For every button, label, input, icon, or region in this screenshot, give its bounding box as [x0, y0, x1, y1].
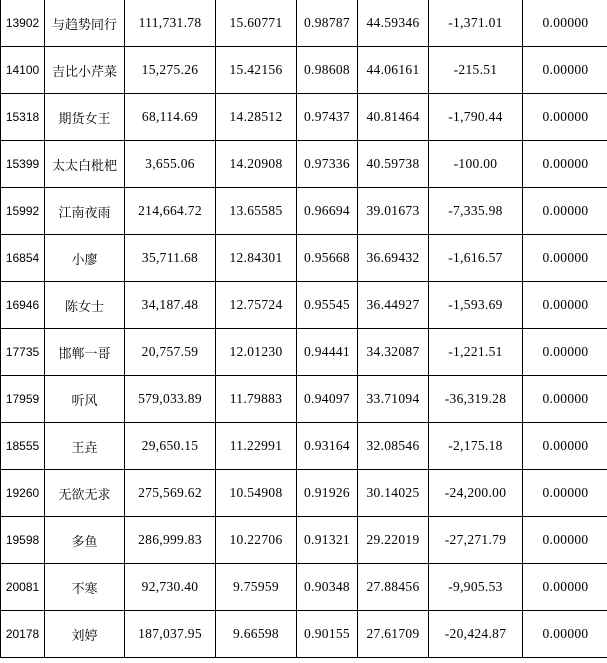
- cell-id: 15399: [1, 141, 45, 188]
- cell-id: 18555: [1, 423, 45, 470]
- cell-v1: 13.65585: [216, 188, 297, 235]
- cell-v4: -1,221.51: [429, 329, 523, 376]
- cell-v1: 12.84301: [216, 235, 297, 282]
- table-row: [1, 611, 607, 658]
- cell-amount: 214,664.72: [125, 188, 216, 235]
- cell-v5: 0.00000: [523, 188, 607, 235]
- cell-id: 19598: [1, 517, 45, 564]
- cell-v4: -215.51: [429, 47, 523, 94]
- cell-amount: 15,275.26: [125, 47, 216, 94]
- cell-amount: 111,731.78: [125, 0, 216, 47]
- cell-v1: 11.79883: [216, 376, 297, 423]
- cell-v5: 0.00000: [523, 376, 607, 423]
- cell-name: 刘婷: [45, 611, 125, 658]
- cell-v2: 0.90155: [297, 611, 358, 658]
- cell-amount: 187,037.95: [125, 611, 216, 658]
- cell-v5: 0.00000: [523, 141, 607, 188]
- cell-v3: 44.59346: [358, 0, 429, 47]
- cell-amount: 92,730.40: [125, 564, 216, 611]
- cell-v3: 33.71094: [358, 376, 429, 423]
- cell-v5: 0.00000: [523, 282, 607, 329]
- table-row: [1, 376, 607, 423]
- cell-v2: 0.93164: [297, 423, 358, 470]
- cell-amount: 3,655.06: [125, 141, 216, 188]
- cell-name: 多鱼: [45, 517, 125, 564]
- table-row: [1, 47, 607, 94]
- cell-name: 小廖: [45, 235, 125, 282]
- cell-v3: 29.22019: [358, 517, 429, 564]
- cell-amount: 34,187.48: [125, 282, 216, 329]
- cell-v5: 0.00000: [523, 564, 607, 611]
- cell-name: 无欲无求: [45, 470, 125, 517]
- cell-id: 20081: [1, 564, 45, 611]
- table-row: [1, 564, 607, 611]
- cell-id: 15992: [1, 188, 45, 235]
- cell-v5: 0.00000: [523, 329, 607, 376]
- cell-v3: 40.59738: [358, 141, 429, 188]
- cell-name: 期货女王: [45, 94, 125, 141]
- cell-id: 14100: [1, 47, 45, 94]
- cell-v2: 0.98787: [297, 0, 358, 47]
- cell-id: 16946: [1, 282, 45, 329]
- cell-v2: 0.97437: [297, 94, 358, 141]
- cell-v2: 0.94097: [297, 376, 358, 423]
- cell-name: 邯郸一哥: [45, 329, 125, 376]
- cell-v3: 27.61709: [358, 611, 429, 658]
- table-row: [1, 423, 607, 470]
- cell-v4: -100.00: [429, 141, 523, 188]
- cell-v1: 14.20908: [216, 141, 297, 188]
- cell-name: 听风: [45, 376, 125, 423]
- cell-v2: 0.90348: [297, 564, 358, 611]
- cell-v2: 0.98608: [297, 47, 358, 94]
- cell-v3: 44.06161: [358, 47, 429, 94]
- cell-v1: 12.75724: [216, 282, 297, 329]
- cell-id: 19260: [1, 470, 45, 517]
- cell-v5: 0.00000: [523, 0, 607, 47]
- cell-id: 17735: [1, 329, 45, 376]
- table-row: [1, 141, 607, 188]
- cell-v2: 0.91926: [297, 470, 358, 517]
- cell-v4: -24,200.00: [429, 470, 523, 517]
- table-row: [1, 329, 607, 376]
- cell-v1: 10.22706: [216, 517, 297, 564]
- cell-name: 不寒: [45, 564, 125, 611]
- cell-amount: 579,033.89: [125, 376, 216, 423]
- cell-v3: 30.14025: [358, 470, 429, 517]
- cell-id: 17959: [1, 376, 45, 423]
- cell-v4: -20,424.87: [429, 611, 523, 658]
- cell-v3: 34.32087: [358, 329, 429, 376]
- cell-name: 江南夜雨: [45, 188, 125, 235]
- cell-v4: -2,175.18: [429, 423, 523, 470]
- cell-v2: 0.96694: [297, 188, 358, 235]
- cell-name: 吉比小芹菜: [45, 47, 125, 94]
- cell-v3: 40.81464: [358, 94, 429, 141]
- cell-amount: 20,757.59: [125, 329, 216, 376]
- table-row: [1, 470, 607, 517]
- cell-id: 13902: [1, 0, 45, 47]
- cell-v5: 0.00000: [523, 470, 607, 517]
- cell-v5: 0.00000: [523, 517, 607, 564]
- cell-v1: 10.54908: [216, 470, 297, 517]
- cell-v1: 12.01230: [216, 329, 297, 376]
- table-row: [1, 235, 607, 282]
- table-row: [1, 517, 607, 564]
- cell-v4: -1,790.44: [429, 94, 523, 141]
- cell-v4: -1,371.01: [429, 0, 523, 47]
- table-row: [1, 94, 607, 141]
- cell-v3: 32.08546: [358, 423, 429, 470]
- cell-name: 陈女士: [45, 282, 125, 329]
- cell-v1: 14.28512: [216, 94, 297, 141]
- cell-amount: 286,999.83: [125, 517, 216, 564]
- cell-v3: 36.69432: [358, 235, 429, 282]
- table-row: [1, 0, 607, 47]
- cell-v2: 0.94441: [297, 329, 358, 376]
- cell-v5: 0.00000: [523, 423, 607, 470]
- cell-v1: 9.66598: [216, 611, 297, 658]
- cell-id: 15318: [1, 94, 45, 141]
- cell-v4: -7,335.98: [429, 188, 523, 235]
- cell-v2: 0.95668: [297, 235, 358, 282]
- cell-v5: 0.00000: [523, 611, 607, 658]
- cell-v2: 0.97336: [297, 141, 358, 188]
- cell-id: 20178: [1, 611, 45, 658]
- cell-v3: 27.88456: [358, 564, 429, 611]
- cell-amount: 275,569.62: [125, 470, 216, 517]
- cell-v4: -1,616.57: [429, 235, 523, 282]
- cell-v1: 11.22991: [216, 423, 297, 470]
- cell-v1: 15.42156: [216, 47, 297, 94]
- cell-amount: 29,650.15: [125, 423, 216, 470]
- cell-name: 王垚: [45, 423, 125, 470]
- cell-v4: -27,271.79: [429, 517, 523, 564]
- cell-amount: 68,114.69: [125, 94, 216, 141]
- cell-v4: -9,905.53: [429, 564, 523, 611]
- cell-v1: 15.60771: [216, 0, 297, 47]
- cell-amount: 35,711.68: [125, 235, 216, 282]
- cell-v3: 39.01673: [358, 188, 429, 235]
- cell-id: 16854: [1, 235, 45, 282]
- table-body: [1, 0, 607, 658]
- cell-v3: 36.44927: [358, 282, 429, 329]
- cell-v5: 0.00000: [523, 47, 607, 94]
- cell-v5: 0.00000: [523, 94, 607, 141]
- cell-v5: 0.00000: [523, 235, 607, 282]
- cell-v2: 0.95545: [297, 282, 358, 329]
- cell-name: 与趋势同行: [45, 0, 125, 47]
- cell-v4: -36,319.28: [429, 376, 523, 423]
- table-row: [1, 282, 607, 329]
- cell-v2: 0.91321: [297, 517, 358, 564]
- cell-v4: -1,593.69: [429, 282, 523, 329]
- cell-name: 太太白枇杷: [45, 141, 125, 188]
- cell-v1: 9.75959: [216, 564, 297, 611]
- table-row: [1, 188, 607, 235]
